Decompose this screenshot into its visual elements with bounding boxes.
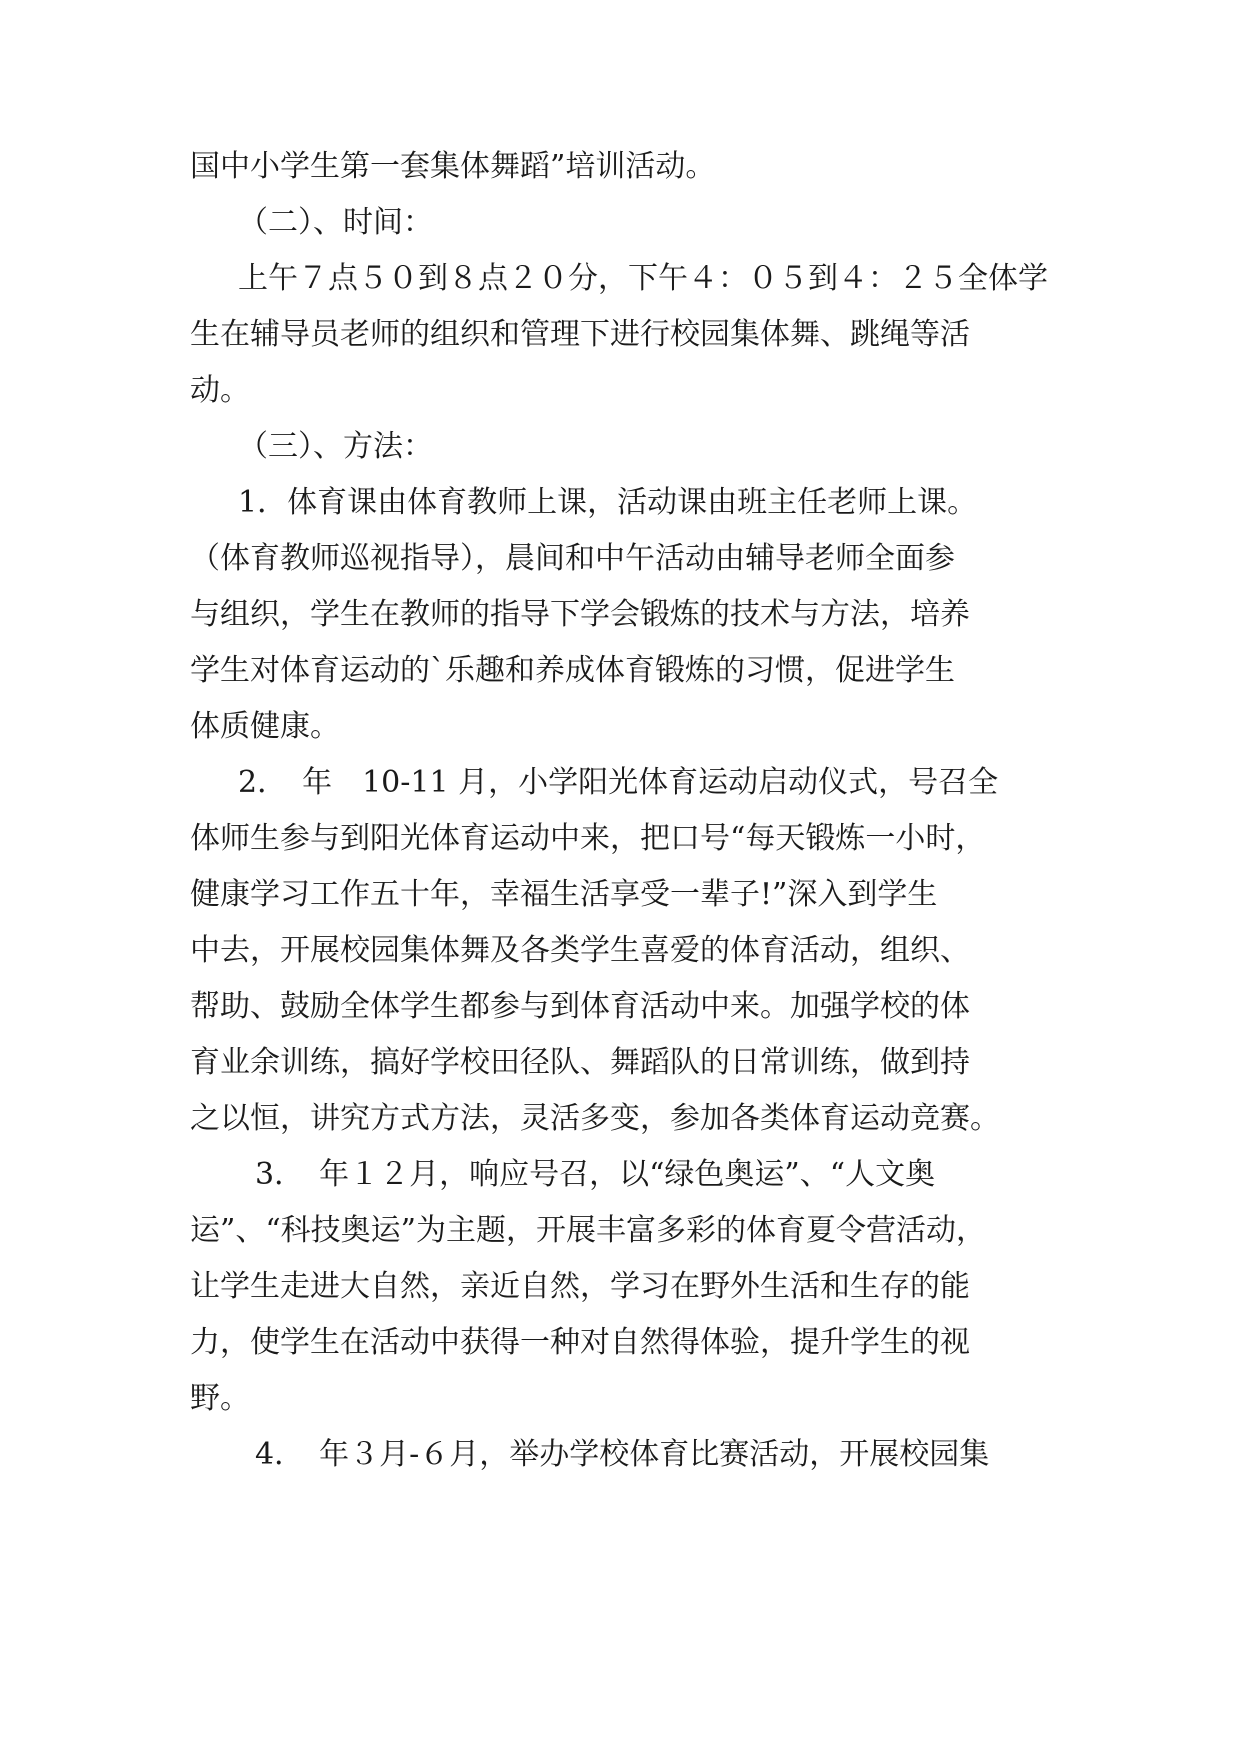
text-line: 健康学习工作五十年，幸福生活享受一辈子!”深入到学生 xyxy=(190,877,938,912)
text-line: 野。 xyxy=(190,1381,250,1416)
text-line: 动。 xyxy=(190,373,250,408)
text-line: 让学生走进大自然，亲近自然，学习在野外生活和生存的能 xyxy=(190,1269,970,1304)
text-line: 力，使学生在活动中获得一种对自然得体验，提升学生的视 xyxy=(190,1325,970,1360)
text-line: 体师生参与到阳光体育运动中来，把口号“每天锻炼一小时， xyxy=(190,821,986,856)
text-line: 之以恒，讲究方式方法，灵活多变，参加各类体育运动竞赛。 xyxy=(190,1101,1000,1136)
text-line: 运”、“科技奥运”为主题，开展丰富多彩的体育夏令营活动， xyxy=(190,1213,987,1248)
text-line: 4． 年３月-６月，举办学校体育比赛活动，开展校园集 xyxy=(255,1437,990,1472)
section-heading-method: （三）、方法： xyxy=(238,429,433,464)
text-line: 1．体育课由体育教师上课，活动课由班主任老师上课。 xyxy=(238,485,978,520)
text-line: 生在辅导员老师的组织和管理下进行校园集体舞、跳绳等活 xyxy=(190,317,970,352)
text-line: 帮助、鼓励全体学生都参与到体育活动中来。加强学校的体 xyxy=(190,989,970,1024)
text-line: 国中小学生第一套集体舞蹈”培训活动。 xyxy=(190,149,716,184)
text-line: 2． 年 10-11 月，小学阳光体育运动启动仪式，号召全 xyxy=(238,765,999,800)
text-line: 中去，开展校园集体舞及各类学生喜爱的体育活动，组织、 xyxy=(190,933,970,968)
text-line: 学生对体育运动的`乐趣和养成体育锻炼的习惯，促进学生 xyxy=(190,653,955,688)
text-line: 上午７点５０到８点２０分，下午４：０５到４：２５全体学 xyxy=(238,261,1048,296)
section-heading-time: （二）、时间： xyxy=(238,205,433,240)
text-line: 育业余训练，搞好学校田径队、舞蹈队的日常训练，做到持 xyxy=(190,1045,970,1080)
text-line: 体质健康。 xyxy=(190,709,340,744)
text-line: 与组织，学生在教师的指导下学会锻炼的技术与方法，培养 xyxy=(190,597,970,632)
text-line: 3． 年１２月，响应号召，以“绿色奥运”、“人文奥 xyxy=(255,1157,936,1192)
text-line: （体育教师巡视指导），晨间和中午活动由辅导老师全面参 xyxy=(190,541,955,576)
